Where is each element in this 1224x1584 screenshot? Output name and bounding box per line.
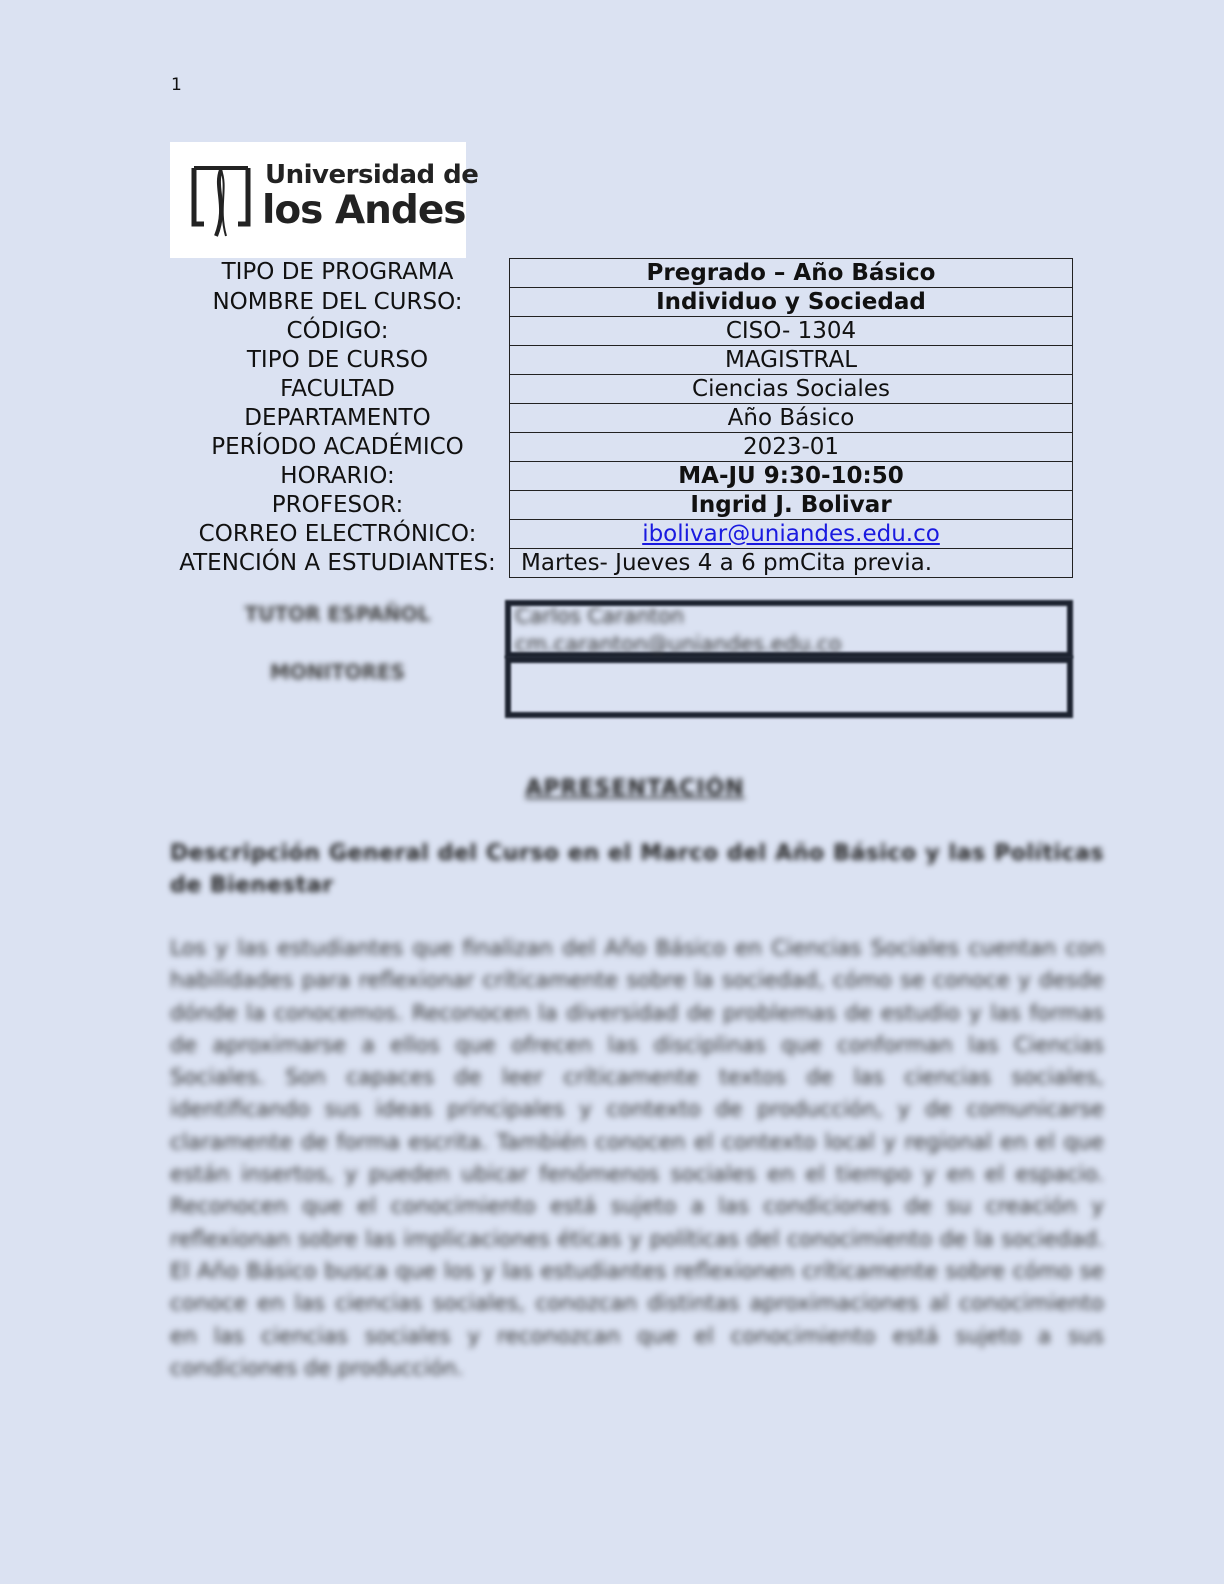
logo-emblem-icon [188,158,254,240]
tutor-email: cm.caranton@uniandes.edu.co [515,632,842,656]
info-label: PERÍODO ACADÉMICO [211,434,464,460]
tutor-label: TUTOR ESPAÑOL [244,602,431,626]
info-value: Ciencias Sociales [509,375,1073,404]
tutor-section [170,600,1080,720]
info-row [170,258,1080,288]
info-row [170,462,1080,491]
info-label: TIPO DE PROGRAMA [221,259,454,285]
info-row [170,433,1080,462]
info-row [170,288,1080,317]
info-label: DEPARTAMENTO [244,405,431,431]
info-row [170,317,1080,346]
info-label: PROFESOR: [271,492,404,518]
info-label: TIPO DE CURSO [246,347,429,373]
info-value: 2023-01 [509,433,1073,462]
info-label: FACULTAD [280,376,395,402]
email-link[interactable]: ibolivar@uniandes.edu.co [509,520,1073,549]
course-info-table [170,258,1080,578]
subheading: Descripción General del Curso en el Marco del Año Básico y las Políticas de Bienestar [170,841,1104,898]
logo-text-line1: Universidad de [265,160,479,190]
info-row [170,404,1080,433]
info-label: ATENCIÓN A ESTUDIANTES: [179,550,496,576]
monitors-label: MONITORES [269,660,406,684]
monitors-box [505,656,1073,718]
info-label: HORARIO: [280,463,395,489]
info-value: Pregrado – Año Básico [509,258,1073,288]
info-value: Ingrid J. Bolivar [509,491,1073,520]
info-label: NOMBRE DEL CURSO: [212,289,463,315]
logo-text-line2: los Andes [262,188,466,233]
info-row [170,549,1080,578]
info-value: MA-JU 9:30-10:50 [509,462,1073,491]
info-row [170,375,1080,404]
info-value: MAGISTRAL [509,346,1073,375]
info-row [170,520,1080,549]
body-paragraph: Los y las estudiantes que finalizan del Año Básico en Ciencias Sociales cuentan con habilidades para reflexionar críticamente sobre la sociedad, cómo se conoce y desde dónde la conocemos. Reconocen la diversidad de problemas de estudio y las formas de aproximarse a ellos que ofrecen las disciplinas que conforman las Ciencias Sociales. Son capaces de leer críticamente textos de las ciencias sociales, identificando sus ideas principales y contexto de producción, y de comunicarse claramente de forma escrita. También conocen el contexto local y regional en el que están insertos, y pueden ubicar fenómenos sociales en el tiempo y en el espacio. Reconocen que el conocimiento está sujeto a las condiciones de su creación y reflexionan sobre las implicaciones éticas y políticas del conocimiento de la sociedad. El Año Básico busca que los y las estudiantes reflexionen críticamente sobre cómo se conoce en las ciencias sociales, conozcan distintas aproximaciones al conocimiento en las ciencias sociales y reconozcan que el conocimiento está sujeto a sus condiciones de producción. [170,936,1104,1381]
info-row [170,346,1080,375]
info-label: CÓDIGO: [286,318,389,344]
info-row [170,491,1080,520]
info-value: Año Básico [509,404,1073,433]
info-label: CORREO ELECTRÓNICO: [198,521,477,547]
info-value: CISO- 1304 [509,317,1073,346]
info-value: Individuo y Sociedad [509,288,1073,317]
section-title: APRESENTACIÓN [525,776,745,801]
university-logo [170,142,479,258]
info-value: Martes- Jueves 4 a 6 pmCita previa. [509,549,1073,578]
tutor-info [515,602,841,658]
tutor-name: Carlos Caranton [515,604,685,628]
page-number: 1 [171,75,182,95]
